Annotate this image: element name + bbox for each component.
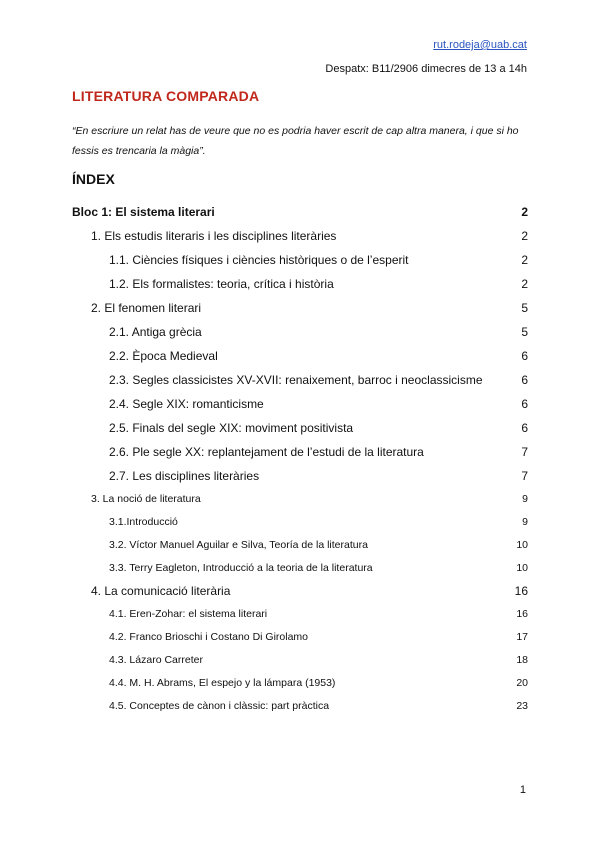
toc-entry-label: 2.5. Finals del segle XIX: moviment positivista	[109, 421, 354, 435]
toc-entry-page: 2	[521, 277, 528, 291]
toc-entry-label: 1.1. Ciències físiques i ciències històriques o de l’esperit	[109, 253, 409, 267]
toc-entry-page: 7	[521, 469, 528, 483]
toc-entry[interactable]	[0, 514, 600, 530]
toc-entry[interactable]	[0, 252, 600, 268]
toc-entry-page: 18	[516, 654, 528, 666]
toc-entry-label: 4.4. M. H. Abrams, El espejo y la lámpara (1953)	[109, 677, 336, 689]
toc-entry[interactable]	[0, 675, 600, 691]
toc-entry-page: 10	[516, 539, 528, 551]
document-title: LITERATURA COMPARADA	[72, 88, 260, 104]
toc-entry-label: Bloc 1: El sistema literari	[72, 205, 215, 219]
toc-entry-page: 16	[514, 584, 528, 598]
toc-entry-label: 4.1. Eren-Zohar: el sistema literari	[109, 608, 268, 620]
toc-entry[interactable]	[0, 348, 600, 364]
toc-entry-label: 4.2. Franco Brioschi i Costano Di Girolamo	[109, 631, 308, 643]
toc-entry-page: 16	[516, 608, 528, 620]
toc-entry-page: 2	[521, 229, 528, 243]
toc-entry-page: 9	[522, 493, 528, 505]
toc-entry-page: 2	[521, 253, 528, 267]
toc-entry[interactable]	[0, 276, 600, 292]
toc-entry-label: 1. Els estudis literaris i les disciplines literàries	[91, 229, 337, 243]
toc-entry-page: 6	[521, 373, 528, 387]
toc-entry-page: 10	[516, 562, 528, 574]
toc-entry-label: 3.1.Introducció	[109, 516, 178, 528]
toc-entry[interactable]	[0, 204, 600, 220]
toc-entry-label: 1.2. Els formalistes: teoria, crítica i història	[109, 277, 334, 291]
toc-entry-label: 2.2. Època Medieval	[109, 349, 218, 363]
toc-entry-label: 2.1. Antiga grècia	[109, 325, 202, 339]
page-number: 1	[519, 784, 526, 796]
toc-entry-page: 20	[516, 677, 528, 689]
toc-entry[interactable]	[0, 444, 600, 460]
toc-entry[interactable]	[0, 560, 600, 576]
toc-entry-label: 4.3. Lázaro Carreter	[109, 654, 203, 666]
toc-entry-page: 23	[516, 700, 528, 712]
toc-entry-page: 6	[521, 349, 528, 363]
toc-entry[interactable]	[0, 537, 600, 553]
toc-entry-label: 3.3. Terry Eagleton, Introducció a la teoria de la literatura	[109, 562, 373, 574]
toc-entry[interactable]	[0, 396, 600, 412]
toc-entry-page: 17	[516, 631, 528, 643]
toc-entry-page: 5	[521, 325, 528, 339]
toc-entry-label: 4.5. Conceptes de cànon i clàssic: part pràctica	[109, 700, 330, 712]
toc-entry-page: 5	[521, 301, 528, 315]
toc-entry[interactable]	[0, 491, 600, 507]
toc-entry-label: 2.7. Les disciplines literàries	[109, 469, 260, 483]
toc-entry[interactable]	[0, 228, 600, 244]
toc-entry-page: 7	[521, 445, 528, 459]
email-link[interactable]: rut.rodeja@uab.cat	[433, 39, 527, 51]
toc-entry-page: 9	[522, 516, 528, 528]
toc-entry-label: 4. La comunicació literària	[91, 584, 231, 598]
toc-entry-page: 6	[521, 397, 528, 411]
toc-entry-label: 3.2. Víctor Manuel Aguilar e Silva, Teoría de la literatura	[109, 539, 368, 551]
toc-entry[interactable]	[0, 606, 600, 622]
toc-entry[interactable]	[0, 420, 600, 436]
toc-entry-label: 2. El fenomen literari	[91, 301, 202, 315]
toc-entry-page: 2	[521, 205, 528, 219]
toc-entry[interactable]	[0, 324, 600, 340]
epigraph-quote: “En escriure un relat has de veure que no es podria haver escrit de cap altra manera, i que si ho fessis es trencaria la màgia”.	[72, 125, 519, 157]
toc-entry-label: 3. La noció de literatura	[91, 493, 201, 505]
index-heading: ÍNDEX	[72, 171, 115, 187]
toc-entry[interactable]	[0, 372, 600, 388]
toc-entry[interactable]	[0, 583, 600, 599]
toc-entry-label: 2.3. Segles classicistes XV-XVII: renaixement, barroc i neoclassicisme	[109, 373, 483, 387]
toc-entry[interactable]	[0, 652, 600, 668]
toc-entry-page: 6	[521, 421, 528, 435]
toc-entry-label: 2.6. Ple segle XX: replantejament de l’estudi de la literatura	[109, 445, 424, 459]
toc-entry-label: 2.4. Segle XIX: romanticisme	[109, 397, 264, 411]
toc-entry[interactable]	[0, 698, 600, 714]
toc-entry[interactable]	[0, 629, 600, 645]
office-hours: Despatx: B11/2906 dimecres de 13 a 14h	[325, 63, 527, 75]
toc-entry[interactable]	[0, 468, 600, 484]
toc-entry[interactable]	[0, 300, 600, 316]
